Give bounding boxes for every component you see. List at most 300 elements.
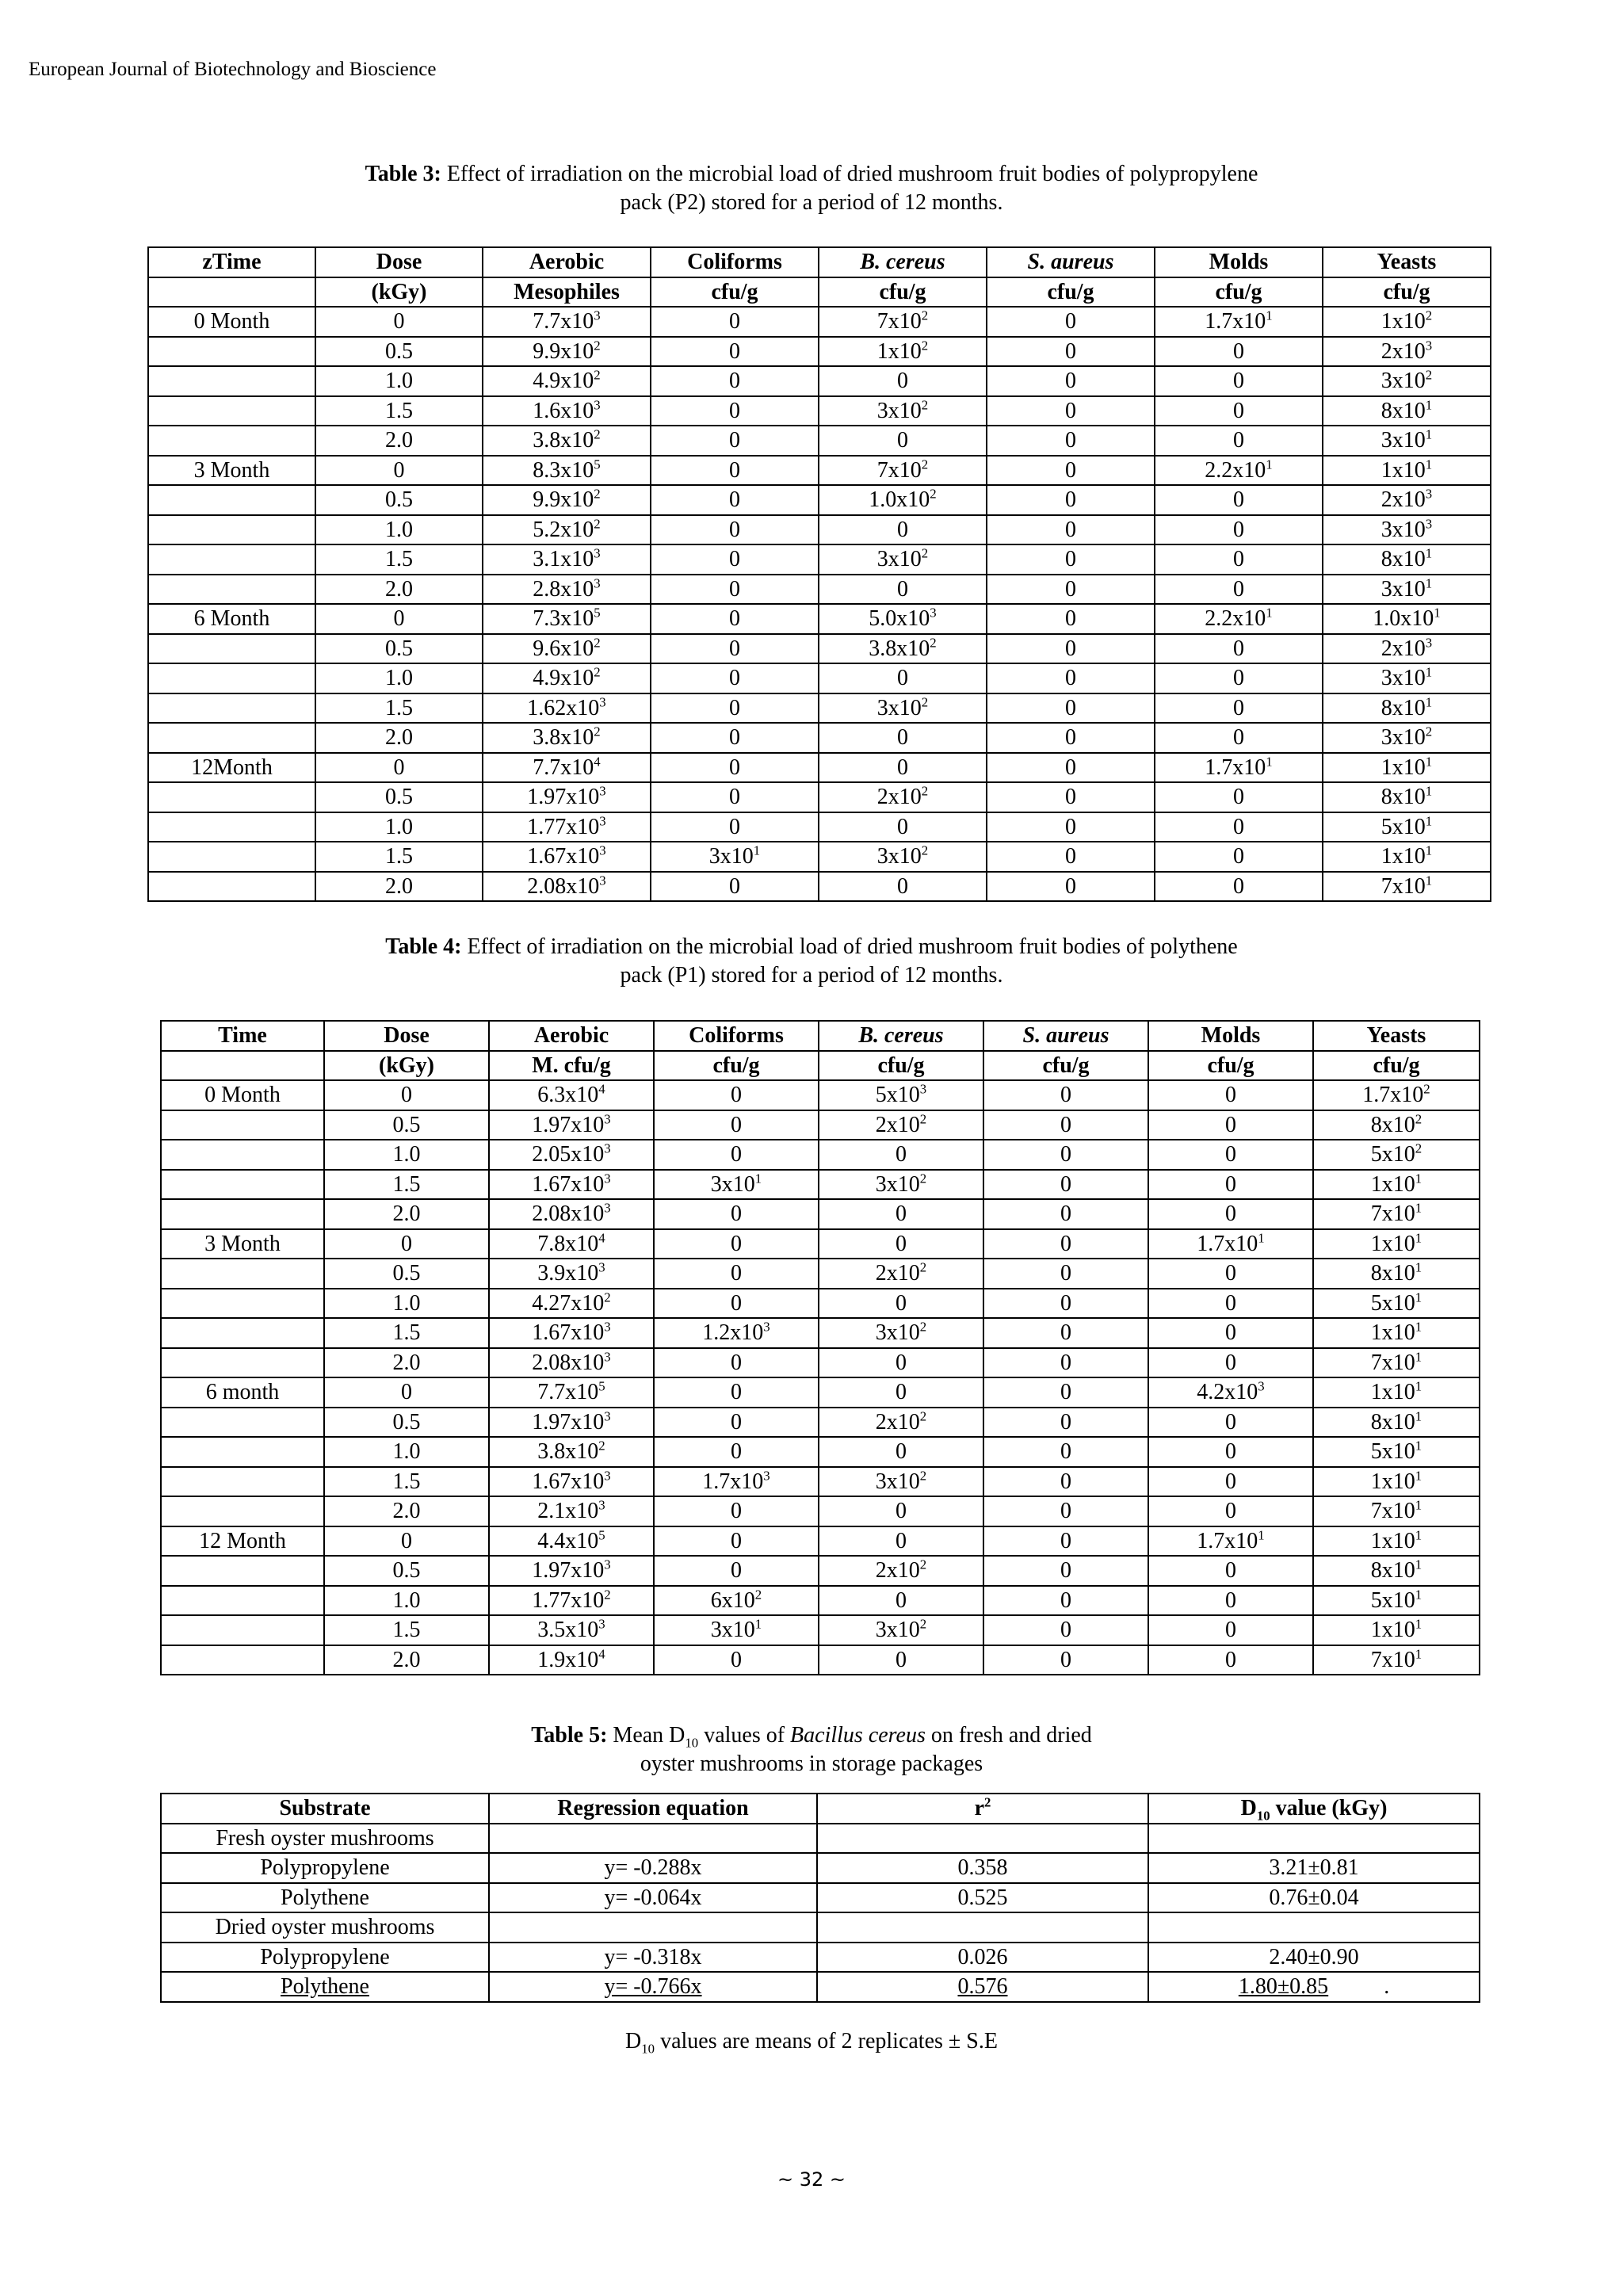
table-cell: 0 xyxy=(983,1318,1148,1348)
table-cell: 0 xyxy=(1148,1408,1313,1438)
table-cell: 0 xyxy=(819,1140,983,1170)
table-cell: $8.3x10^5$ xyxy=(483,456,651,486)
table4-header-cell: Aerobic xyxy=(489,1021,654,1051)
table-cell xyxy=(148,693,315,724)
table-cell: $7x10^1$ xyxy=(1313,1496,1480,1526)
table-cell: 0 xyxy=(1148,1556,1313,1586)
table-cell: $2x10^3$ xyxy=(1323,337,1491,367)
table-cell: 0 xyxy=(987,634,1155,664)
table-cell: 3 Month xyxy=(161,1229,324,1259)
table5-body xyxy=(161,1824,1480,2002)
table-cell: $1.62x10^3$ xyxy=(483,693,651,724)
table-cell: 2.0 xyxy=(324,1199,489,1229)
table5-header-cell: $D_{10}$ value (kGy) xyxy=(1148,1794,1480,1824)
table-cell: $5x10^3$ xyxy=(819,1080,983,1110)
table-cell: 0 xyxy=(983,1199,1148,1229)
table-cell xyxy=(148,842,315,872)
table4-body xyxy=(161,1080,1480,1675)
table-cell: $6.3x10^4$ xyxy=(489,1080,654,1110)
footnote: $D_{10}$ values are means of 2 replicates ± S.E xyxy=(625,2029,998,2057)
table-cell: 0 xyxy=(1148,1348,1313,1378)
table-cell: 0 xyxy=(651,456,819,486)
table-cell: Polypropylene xyxy=(161,1943,489,1973)
table-row xyxy=(148,396,1491,426)
table-row xyxy=(148,426,1491,456)
table-cell: $1x10^1$ xyxy=(1313,1615,1480,1645)
table3 xyxy=(147,246,1491,902)
table-cell: 0 xyxy=(651,723,819,753)
table-cell xyxy=(161,1348,324,1378)
table-cell: 0 xyxy=(1148,1170,1313,1200)
table-cell: $4.4x10^5$ xyxy=(489,1526,654,1557)
table-cell xyxy=(161,1170,324,1200)
table-cell: 0 xyxy=(983,1556,1148,1586)
table-cell: 0 xyxy=(987,456,1155,486)
table-cell xyxy=(161,1615,324,1645)
table3-caption-text: Effect of irradiation on the microbial load of dried mushroom fruit bodies of polypropylene xyxy=(446,162,1258,186)
table5-caption xyxy=(0,1721,1623,1778)
table-cell: $2x10^2$ xyxy=(819,782,987,812)
table-cell: 0 xyxy=(651,693,819,724)
table-cell: 0 xyxy=(987,753,1155,783)
table-cell: $7x10^1$ xyxy=(1313,1199,1480,1229)
table-cell: 0 xyxy=(819,1496,983,1526)
table-cell: $3x10^3$ xyxy=(1323,515,1491,545)
table-cell: 0 xyxy=(315,307,483,337)
table-cell: 0 xyxy=(987,575,1155,605)
table-cell: 0 xyxy=(819,663,987,693)
table-cell: $1.77x10^3$ xyxy=(483,812,651,842)
table-cell: 0 xyxy=(654,1496,819,1526)
table-cell: 0 xyxy=(654,1437,819,1467)
table-cell: 1.5 xyxy=(315,693,483,724)
table-cell: $5.0x10^3$ xyxy=(819,604,987,634)
table-cell: 0 xyxy=(651,782,819,812)
table-cell: 0 xyxy=(987,812,1155,842)
table-cell: 0 xyxy=(1148,1140,1313,1170)
table5-header-row xyxy=(161,1794,1480,1824)
table-cell: 0 xyxy=(1155,872,1323,902)
table4-caption-line1 xyxy=(0,933,1623,961)
table-cell xyxy=(148,366,315,396)
table-cell: $1x10^2$ xyxy=(819,337,987,367)
table-cell: 0 xyxy=(651,366,819,396)
table-cell: 0 xyxy=(983,1586,1148,1616)
table-cell: 0.5 xyxy=(315,782,483,812)
table-cell xyxy=(161,1110,324,1140)
table-cell: 0 xyxy=(1148,1467,1313,1497)
table-cell: $1x10^1$ xyxy=(1313,1170,1480,1200)
table-cell: 1.0 xyxy=(315,812,483,842)
table-cell: $3x10^1$ xyxy=(651,842,819,872)
table-row xyxy=(148,456,1491,486)
table-row xyxy=(161,1526,1480,1557)
table-cell: $1x10^1$ xyxy=(1313,1526,1480,1557)
table-cell: 0.525 xyxy=(817,1883,1148,1913)
table-cell: 12 Month xyxy=(161,1526,324,1557)
table-cell: 0 xyxy=(1148,1110,1313,1140)
table-cell: $1x10^1$ xyxy=(1313,1229,1480,1259)
table-cell: 0 xyxy=(983,1526,1148,1557)
table-cell xyxy=(489,1972,817,2002)
table-cell xyxy=(148,575,315,605)
table-cell: 0 xyxy=(651,515,819,545)
table-cell: $3.8x10^2$ xyxy=(483,426,651,456)
table-cell: 1.5 xyxy=(315,396,483,426)
table-cell: $2x10^2$ xyxy=(819,1110,983,1140)
table5-header-cell: $r^2$ xyxy=(817,1794,1148,1824)
table-cell: 0 xyxy=(654,1645,819,1675)
table-cell: $3.9x10^3$ xyxy=(489,1259,654,1289)
table-cell: $3x10^2$ xyxy=(819,1615,983,1645)
table-cell: $1.97x10^3$ xyxy=(489,1110,654,1140)
table-cell: $8x10^1$ xyxy=(1323,693,1491,724)
table-cell: $3x10^2$ xyxy=(819,842,987,872)
table-row xyxy=(148,366,1491,396)
table5-caption-line2: oyster mushrooms in storage packages xyxy=(640,1752,983,1776)
table-cell: Dried oyster mushrooms xyxy=(161,1912,489,1943)
table3-header xyxy=(148,247,1491,307)
table-cell: $1.7x10^1$ xyxy=(1155,753,1323,783)
table-cell: $1.7x10^3$ xyxy=(654,1467,819,1497)
table-row xyxy=(148,604,1491,634)
table-cell xyxy=(1148,1912,1480,1943)
table3-header-cell: (kGy) xyxy=(315,277,483,308)
table4-caption-text: Effect of irradiation on the microbial load of dried mushroom fruit bodies of polythene xyxy=(467,934,1238,959)
table-cell: 0 xyxy=(819,1377,983,1408)
table-cell: 0 xyxy=(987,337,1155,367)
table-cell: 0 xyxy=(654,1110,819,1140)
table-cell: $3x10^2$ xyxy=(819,396,987,426)
table-cell xyxy=(148,634,315,664)
table-cell: $1.2x10^3$ xyxy=(654,1318,819,1348)
trailing-mark: . xyxy=(1384,1974,1390,2000)
table-cell: 0 xyxy=(654,1259,819,1289)
table-cell xyxy=(161,1586,324,1616)
table-cell: 0 xyxy=(1155,634,1323,664)
table-cell: $2x10^3$ xyxy=(1323,634,1491,664)
table-row xyxy=(148,693,1491,724)
table5-header-cell: Substrate xyxy=(161,1794,489,1824)
table-cell: $8x10^1$ xyxy=(1323,544,1491,575)
table-cell xyxy=(148,782,315,812)
table-cell xyxy=(161,1645,324,1675)
table-cell: 0 xyxy=(1155,812,1323,842)
table-cell: 0 xyxy=(819,753,987,783)
table-cell: 0 xyxy=(324,1229,489,1259)
table-cell: 0 xyxy=(1155,485,1323,515)
table-row xyxy=(161,1556,1480,1586)
table3-header-cell: cfu/g xyxy=(1323,277,1491,308)
table-row xyxy=(161,1972,1480,2002)
table3-header-cell: B. cereus xyxy=(819,247,987,277)
table-cell: $1.67x10^3$ xyxy=(483,842,651,872)
table-cell: 0 xyxy=(654,1526,819,1557)
table-cell xyxy=(148,723,315,753)
table-cell: $3.8x10^2$ xyxy=(489,1437,654,1467)
table-cell: 0 xyxy=(651,753,819,783)
table-cell: 0 xyxy=(983,1348,1148,1378)
table-cell: 0 xyxy=(1155,337,1323,367)
table-row xyxy=(161,1437,1480,1467)
table-cell: 0 xyxy=(651,426,819,456)
table-cell: 0 xyxy=(651,485,819,515)
table-cell: 0 Month xyxy=(148,307,315,337)
table-row xyxy=(148,515,1491,545)
table-cell: 0 xyxy=(819,515,987,545)
table-cell: 0 xyxy=(983,1615,1148,1645)
table3-header-cell: cfu/g xyxy=(1155,277,1323,308)
table4-header-cell: M. cfu/g xyxy=(489,1051,654,1081)
table-cell xyxy=(161,1140,324,1170)
table-cell: 1.0 xyxy=(315,366,483,396)
table-row xyxy=(161,1467,1480,1497)
table-cell xyxy=(148,663,315,693)
table-cell: $2x10^2$ xyxy=(819,1408,983,1438)
table4-header-cell: cfu/g xyxy=(1313,1051,1480,1081)
table-cell xyxy=(817,1912,1148,1943)
table4-header-cell: cfu/g xyxy=(819,1051,983,1081)
table3-header-row xyxy=(148,247,1491,277)
table-cell: 0 xyxy=(654,1140,819,1170)
table-cell: 0 xyxy=(987,396,1155,426)
table3-caption xyxy=(0,160,1623,217)
table-cell: $7x10^1$ xyxy=(1313,1348,1480,1378)
table-cell: 0 xyxy=(324,1526,489,1557)
table-cell xyxy=(161,1199,324,1229)
table-cell: 0 Month xyxy=(161,1080,324,1110)
underlined-value: 1.80±0.85 xyxy=(1238,1974,1329,2000)
table-cell: 0 xyxy=(819,426,987,456)
table-row xyxy=(161,1080,1480,1110)
table-cell: 0 xyxy=(1148,1289,1313,1319)
table-cell: 0 xyxy=(987,426,1155,456)
table-row xyxy=(161,1883,1480,1913)
underlined-value: Polythene xyxy=(281,1974,369,2000)
table-cell: 0.5 xyxy=(324,1110,489,1140)
table-cell: 0 xyxy=(987,515,1155,545)
table-cell: 0 xyxy=(1155,515,1323,545)
table-cell: $3x10^2$ xyxy=(819,1170,983,1200)
table-cell: 0 xyxy=(987,693,1155,724)
table-cell: 0 xyxy=(819,1199,983,1229)
table-cell: 0 xyxy=(654,1348,819,1378)
table4-header-cell: S. aureus xyxy=(983,1021,1148,1051)
table-cell: 0 xyxy=(987,872,1155,902)
table-cell: 0 xyxy=(819,1289,983,1319)
table-cell: $3.1x10^3$ xyxy=(483,544,651,575)
table-cell: $1.7x10^1$ xyxy=(1148,1526,1313,1557)
table-cell: $3x10^2$ xyxy=(1323,723,1491,753)
table-cell: $1.97x10^3$ xyxy=(489,1556,654,1586)
table-row xyxy=(161,1377,1480,1408)
table4-header-cell: Dose xyxy=(324,1021,489,1051)
table-cell xyxy=(148,872,315,902)
table-cell: $3x10^2$ xyxy=(819,1467,983,1497)
table-cell: $4.9x10^2$ xyxy=(483,366,651,396)
underlined-value: 0.576 xyxy=(957,1974,1008,2000)
table-cell: 2.40±0.90 xyxy=(1148,1943,1480,1973)
table-cell: $3x10^1$ xyxy=(1323,426,1491,456)
table-cell xyxy=(148,485,315,515)
table-cell: 0 xyxy=(819,1586,983,1616)
table-cell: 1.0 xyxy=(315,515,483,545)
table-cell: 2.0 xyxy=(315,575,483,605)
table-cell: $2.05x10^3$ xyxy=(489,1140,654,1170)
table-cell: $2.08x10^3$ xyxy=(483,872,651,902)
table-cell xyxy=(161,1556,324,1586)
table-cell: $5.2x10^2$ xyxy=(483,515,651,545)
table-cell xyxy=(148,426,315,456)
table-cell: $1.67x10^3$ xyxy=(489,1170,654,1200)
table-row xyxy=(161,1259,1480,1289)
table-cell: 0 xyxy=(819,1526,983,1557)
table-cell xyxy=(1148,1972,1480,2002)
table-cell xyxy=(161,1259,324,1289)
table-row xyxy=(148,872,1491,902)
table-row xyxy=(148,544,1491,575)
table-cell: $8x10^1$ xyxy=(1313,1408,1480,1438)
table-cell: $2x10^3$ xyxy=(1323,485,1491,515)
table-cell: 0 xyxy=(819,575,987,605)
table-row xyxy=(148,337,1491,367)
table-cell: 0 xyxy=(987,366,1155,396)
table-row xyxy=(161,1289,1480,1319)
table-cell: $4.9x10^2$ xyxy=(483,663,651,693)
table-cell: 0 xyxy=(654,1377,819,1408)
table-cell xyxy=(489,1824,817,1854)
table-cell xyxy=(148,396,315,426)
table-cell: $2x10^2$ xyxy=(819,1259,983,1289)
table-cell xyxy=(161,1496,324,1526)
table4-header-cell: (kGy) xyxy=(324,1051,489,1081)
table-cell: 2.0 xyxy=(315,723,483,753)
table-cell: $3x10^1$ xyxy=(1323,663,1491,693)
table-cell: 0 xyxy=(651,812,819,842)
table-cell: 0 xyxy=(819,1229,983,1259)
table-cell: 0 xyxy=(654,1556,819,1586)
table-cell xyxy=(148,544,315,575)
table-cell: 0 xyxy=(983,1467,1148,1497)
table-cell: 0 xyxy=(819,366,987,396)
table-cell: 0 xyxy=(1155,663,1323,693)
table-cell: 0 xyxy=(1155,396,1323,426)
table-row xyxy=(161,1912,1480,1943)
table4-label: Table 4: xyxy=(385,934,462,959)
table-cell: 1.5 xyxy=(315,842,483,872)
table-cell: $1x10^1$ xyxy=(1323,456,1491,486)
table-cell: 0 xyxy=(1155,366,1323,396)
table-cell: $3x10^2$ xyxy=(819,693,987,724)
table-cell: 0 xyxy=(654,1199,819,1229)
table-row xyxy=(161,1408,1480,1438)
table-row xyxy=(161,1824,1480,1854)
table3-header-cell: cfu/g xyxy=(819,277,987,308)
table-cell: $6x10^2$ xyxy=(654,1586,819,1616)
table-cell: 2.0 xyxy=(324,1645,489,1675)
table-cell: 0.358 xyxy=(817,1853,1148,1883)
table-row xyxy=(161,1645,1480,1675)
table-cell xyxy=(161,1318,324,1348)
table-row xyxy=(161,1348,1480,1378)
table-cell: 0 xyxy=(1155,575,1323,605)
table-cell: $2.08x10^3$ xyxy=(489,1348,654,1378)
table-cell xyxy=(148,337,315,367)
table4 xyxy=(160,1020,1480,1675)
table-cell: 1.5 xyxy=(324,1318,489,1348)
table-cell: $3.8x10^2$ xyxy=(819,634,987,664)
table-cell: y= -0.288x xyxy=(489,1853,817,1883)
table-row xyxy=(161,1853,1480,1883)
table-cell: 0 xyxy=(651,544,819,575)
table3-header-cell: S. aureus xyxy=(987,247,1155,277)
table-cell xyxy=(148,515,315,545)
table-cell: $2.8x10^3$ xyxy=(483,575,651,605)
table5-label: Table 5: xyxy=(531,1723,608,1748)
running-head: European Journal of Biotechnology and Bioscience xyxy=(29,59,437,80)
table-row xyxy=(148,575,1491,605)
table4-header-cell: Time xyxy=(161,1021,324,1051)
table-row xyxy=(148,663,1491,693)
table-cell: 0 xyxy=(987,604,1155,634)
table3-header-cell xyxy=(148,277,315,308)
table-cell: 0 xyxy=(983,1408,1148,1438)
table-cell xyxy=(489,1912,817,1943)
table-cell: 0 xyxy=(1155,426,1323,456)
table-cell: $1.0x10^2$ xyxy=(819,485,987,515)
table-cell: 0 xyxy=(1148,1199,1313,1229)
table-cell: 0 xyxy=(983,1289,1148,1319)
table-cell xyxy=(148,812,315,842)
table-cell: 0 xyxy=(1148,1080,1313,1110)
table-cell: 0 xyxy=(983,1229,1148,1259)
table3-caption-line1 xyxy=(0,160,1623,189)
table-cell: 0 xyxy=(1155,723,1323,753)
table-cell: 0 xyxy=(315,753,483,783)
table-cell: 0.026 xyxy=(817,1943,1148,1973)
table-cell: $4.2x10^3$ xyxy=(1148,1377,1313,1408)
table-cell: $1x10^1$ xyxy=(1323,753,1491,783)
table3-header-row xyxy=(148,277,1491,308)
table5-caption-line1 xyxy=(0,1721,1623,1750)
table-cell: $7.7x10^4$ xyxy=(483,753,651,783)
table-cell xyxy=(817,1824,1148,1854)
table4-header-cell: cfu/g xyxy=(654,1051,819,1081)
table5-header xyxy=(161,1794,1480,1824)
table-cell: 0 xyxy=(983,1645,1148,1675)
table-cell: $1.77x10^2$ xyxy=(489,1586,654,1616)
table-cell: 0 xyxy=(819,872,987,902)
table-row xyxy=(161,1615,1480,1645)
table-cell: 0.5 xyxy=(315,485,483,515)
table-cell: $5x10^1$ xyxy=(1313,1289,1480,1319)
table-cell: $5x10^2$ xyxy=(1313,1140,1480,1170)
table-cell: 6 month xyxy=(161,1377,324,1408)
table-cell: $3.5x10^3$ xyxy=(489,1615,654,1645)
table-row xyxy=(148,634,1491,664)
table-cell: 0 xyxy=(1155,693,1323,724)
table-row xyxy=(148,753,1491,783)
table-cell: 0 xyxy=(324,1377,489,1408)
table-cell: 0 xyxy=(819,723,987,753)
table-cell: 3 Month xyxy=(148,456,315,486)
table-cell: 0.5 xyxy=(315,634,483,664)
underlined-value: y= -0.766x xyxy=(604,1974,702,2000)
table-cell: 0 xyxy=(819,1437,983,1467)
table4-header-cell: Molds xyxy=(1148,1021,1313,1051)
table-cell: $7.8x10^4$ xyxy=(489,1229,654,1259)
table-cell: 0 xyxy=(654,1408,819,1438)
